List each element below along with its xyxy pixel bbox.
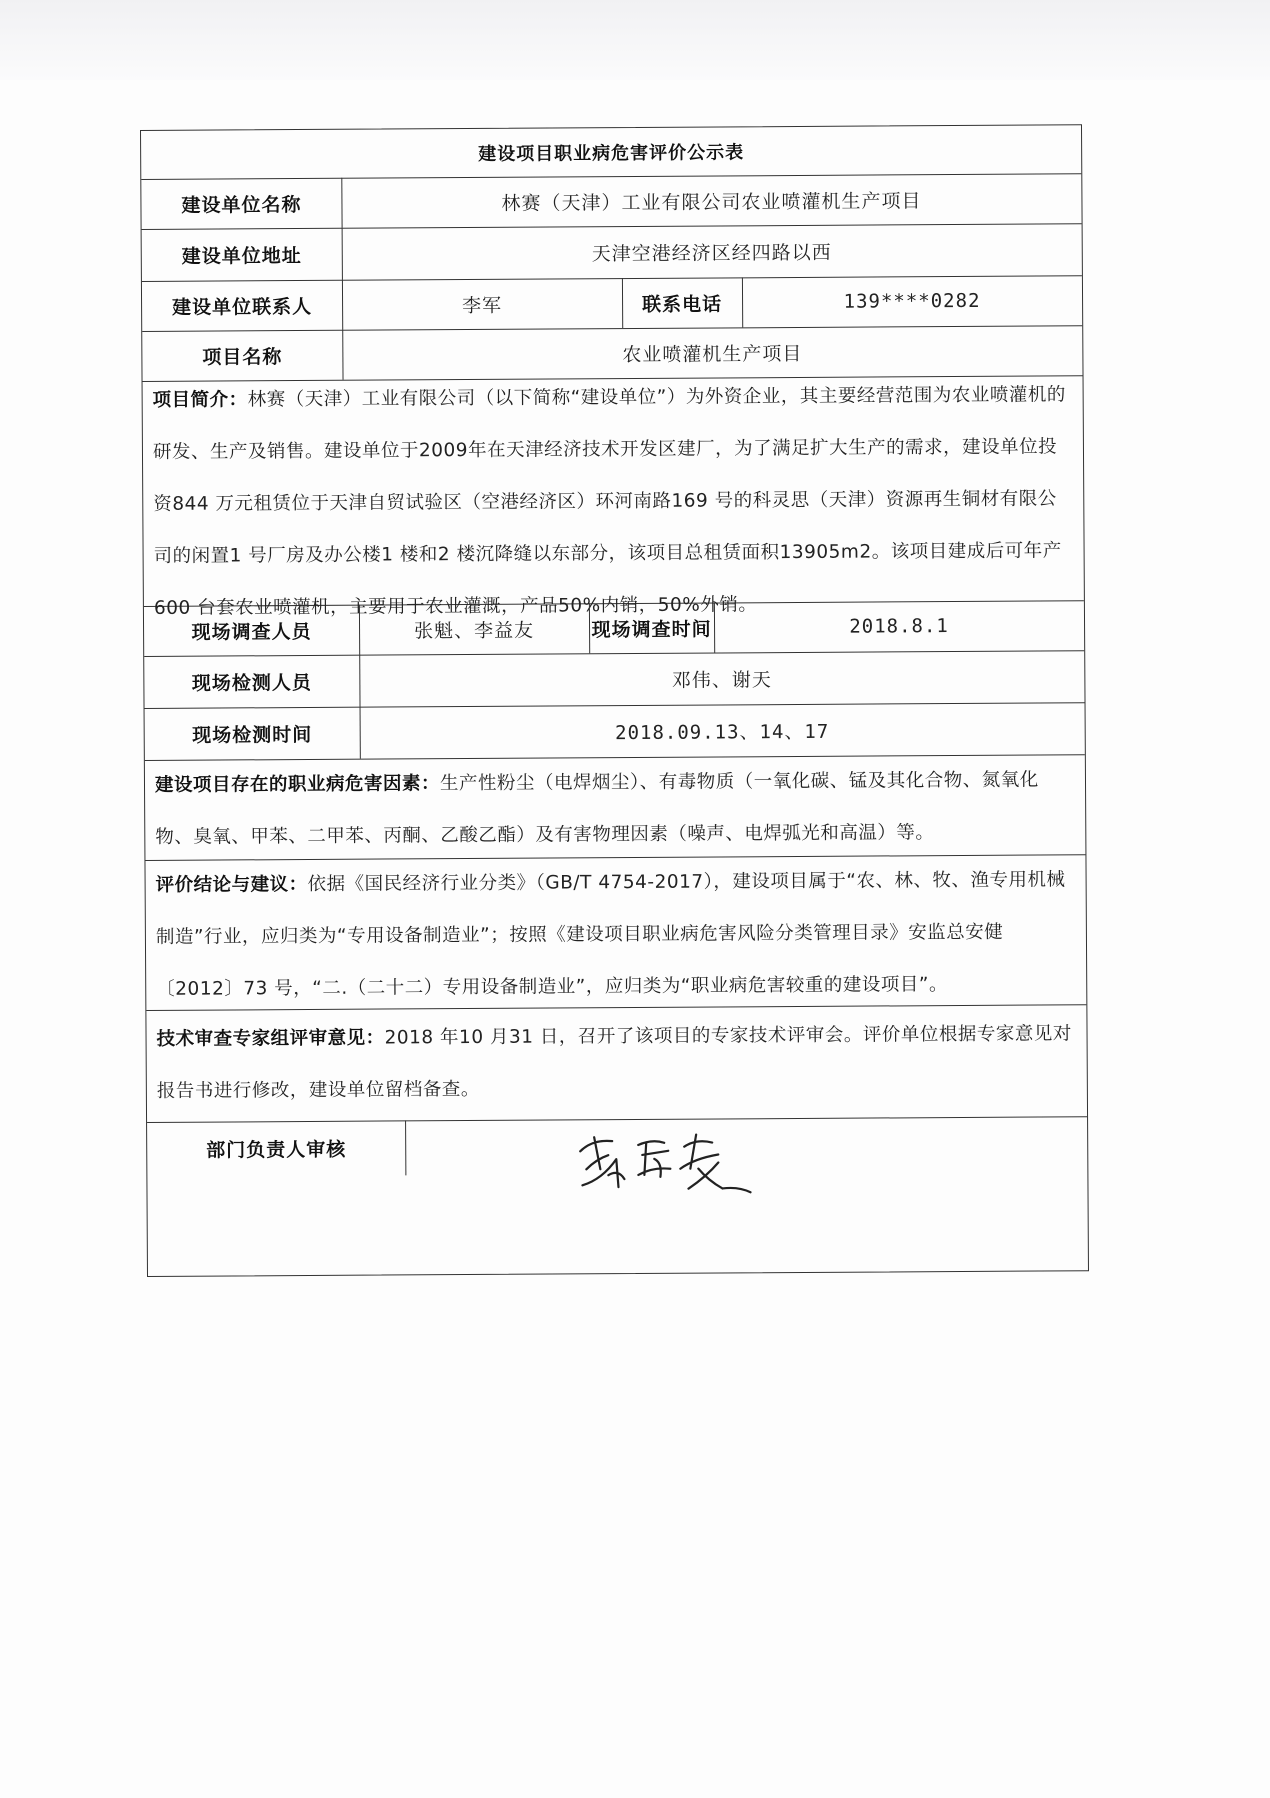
table-title: 建设项目职业病危害评价公示表 [478, 142, 745, 165]
unit-name-label: 建设单位名称 [181, 193, 302, 217]
survey-staff-value: 张魁、李益友 [413, 619, 535, 642]
unit-name-row [141, 173, 1081, 230]
intro-row [143, 375, 1084, 619]
signature-image [572, 1128, 772, 1199]
unit-address-label: 建设单位地址 [181, 244, 302, 268]
disclosure-table [140, 124, 1089, 1277]
intro-text: 林赛（天津）工业有限公司（以下简称“建设单位”）为外资企业，其主要经营范围为农业喷灌机的研发、生产及销售。建设单位于2009年在天津经济技术开发区建厂，为了满足扩大生产的需求，建设单位投资844 万元租赁位于天津自贸试验区（空港经济区）环河南路169 号的科灵思（天津）资源再生铜材有限公司的闲置1 号厂房及办公楼1 楼和2 楼沉降缝以东部分，该项目总租赁面积13905m2。该项目建成后可年产 600 台套农业喷灌机，主要用于农业灌溉，产品50%内销，50%外销。 [152, 384, 1066, 619]
unit-name-value: 林赛（天津）工业有限公司农业喷灌机生产项目 [501, 189, 922, 215]
testing-time-value: 2018.09.13、14、17 [615, 720, 830, 744]
review-label: 技术审查专家组评审意见： [156, 1027, 385, 1050]
dept-head-row [147, 1116, 1087, 1177]
testing-staff-row [144, 650, 1084, 709]
unit-address-row [142, 223, 1082, 282]
testing-staff-label: 现场检测人员 [191, 671, 312, 695]
intro-paragraph [152, 369, 1074, 635]
contact-label: 建设单位联系人 [172, 295, 313, 319]
survey-staff-label: 现场调查人员 [191, 620, 312, 644]
contact-value: 李军 [461, 294, 503, 317]
review-paragraph [156, 1008, 1077, 1118]
testing-staff-value: 邓伟、谢天 [671, 668, 772, 692]
dept-head-label: 部门负责人审核 [206, 1138, 347, 1162]
survey-row [144, 600, 1084, 657]
unit-address-value: 天津空港经济区经四路以西 [591, 241, 832, 265]
hazards-paragraph [155, 754, 1076, 864]
hazards-row [145, 754, 1086, 861]
phone-value: 139****0282 [843, 289, 981, 313]
scan-shadow [0, 0, 1270, 80]
handwritten-signature [572, 1128, 772, 1203]
conclusion-row [145, 854, 1086, 1011]
review-text: 2018 年10 月31 日，召开了该项目的专家技术评审会。评价单位根据专家意见对报告书进行修改，建设单位留档备查。 [156, 1023, 1072, 1102]
title-row [141, 125, 1081, 180]
conclusion-text: 依据《国民经济行业分类》（GB/T 4754-2017），建设项目属于“农、林、牧、渔专用机械制造”行业，应归类为“专用设备制造业”；按照《建设项目职业病危害风险分类管理目录》安监总安健〔2012〕73 号，“二.（二十二）专用设备制造业”，应归类为“职业病危害较重的建设项目”。 [155, 869, 1066, 1000]
conclusion-paragraph [155, 854, 1076, 1016]
project-name-label: 项目名称 [202, 345, 283, 369]
survey-time-value: 2018.8.1 [849, 615, 949, 638]
review-row [146, 1004, 1087, 1123]
intro-label: 项目简介： [152, 389, 248, 411]
hazards-text: 生产性粉尘（电焊烟尘）、有毒物质（一氧化碳、锰及其化合物、氮氧化物、臭氧、甲苯、二甲苯、丙酮、乙酸乙酯）及有害物理因素（噪声、电焊弧光和高温）等。 [155, 769, 1039, 848]
testing-time-row [145, 702, 1085, 761]
hazards-label: 建设项目存在的职业病危害因素： [154, 773, 441, 796]
project-name-value: 农业喷灌机生产项目 [622, 342, 803, 366]
contact-row [142, 275, 1082, 332]
phone-label: 联系电话 [641, 292, 723, 316]
conclusion-label: 评价结论与建议： [155, 873, 308, 896]
testing-time-label: 现场检测时间 [192, 723, 313, 747]
survey-time-label: 现场调查时间 [591, 618, 712, 641]
